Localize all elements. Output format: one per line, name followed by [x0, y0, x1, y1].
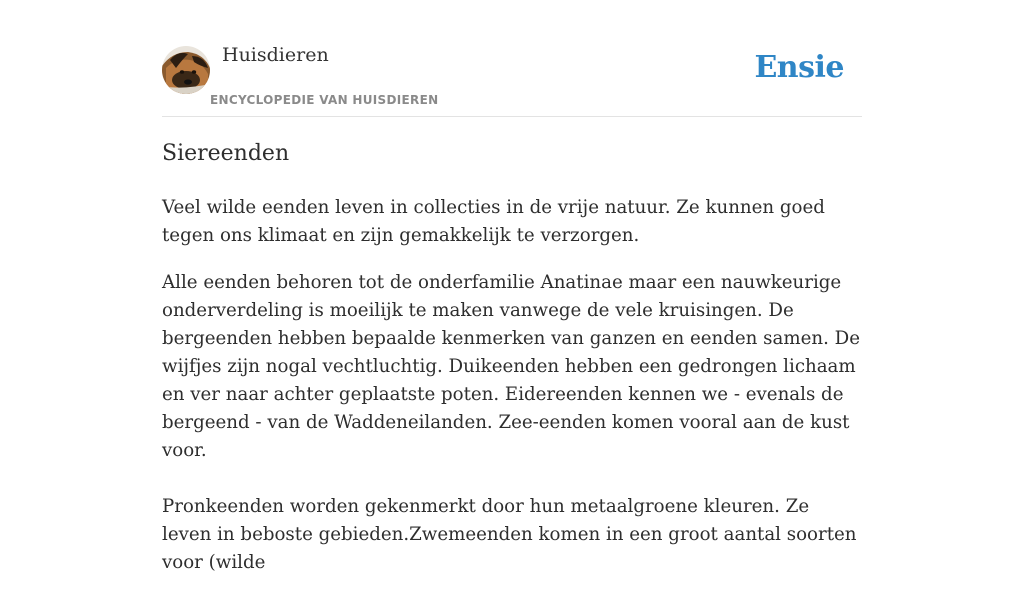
- article-paragraph: Veel wilde eenden leven in collecties in de vrije natuur. Ze kunnen goed tegen ons klimaat en zijn gemakkelijk te verzorgen.: [162, 197, 825, 246]
- brand-logo[interactable]: Ensie: [754, 50, 844, 85]
- article: [162, 138, 862, 596]
- site-name[interactable]: Huisdieren: [222, 44, 329, 66]
- site-subtitle: ENCYCLOPEDIE VAN HUISDIEREN: [210, 93, 439, 107]
- site-header: [162, 0, 862, 117]
- avatar[interactable]: [162, 46, 210, 94]
- article-paragraph: Alle eenden behoren tot de onderfamilie Anatinae maar een nauwkeurige onderverdeling is moeilijk te maken vanwege de vele kruisingen. De bergeenden hebben bepaalde kenmerken van ganzen en eenden samen. De wijfjes zijn nogal vechtluchtig. Duikeenden hebben een gedrongen lichaam en ver naar achter geplaatste poten. Eidereenden kennen we - evenals de bergeend - van de Waddeneilanden. Zee-eenden komen vooral aan de kust voor. Pronkeenden worden gekenmerkt door hun metaalgroene kleuren. Ze leven in beboste gebieden.Zwemeenden komen in een groot aantal soorten voor (wilde: [162, 272, 860, 573]
- dog-photo-icon: [162, 46, 210, 94]
- article-title: Siereenden: [162, 141, 290, 166]
